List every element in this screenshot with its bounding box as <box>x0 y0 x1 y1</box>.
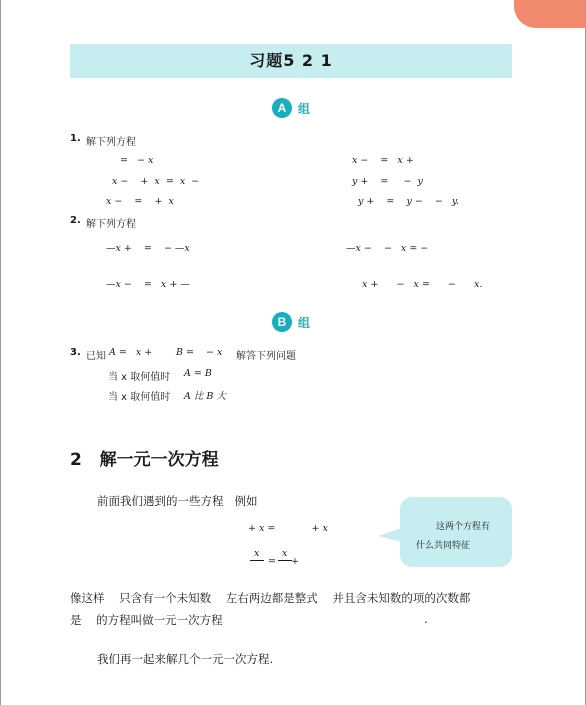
group-a-heading <box>272 98 310 118</box>
q2-number: 2. <box>70 215 81 226</box>
fraction-bar-1 <box>250 560 264 561</box>
page-corner-tab <box>514 0 586 28</box>
group-b-heading <box>272 312 310 332</box>
q1-equation-3: x − + x = x − <box>112 176 200 187</box>
example-equation-2-rest: = + <box>268 556 300 567</box>
group-b-label: 组 <box>298 315 311 330</box>
q3-prompt-given: 已知 <box>86 351 106 362</box>
exercise-banner: 习题5 2 1 <box>70 44 512 78</box>
q3-sub1-expr: A = B <box>184 368 212 379</box>
group-a-badge: A <box>272 98 292 118</box>
group-a-label: 组 <box>298 101 311 116</box>
bubble-text-line-1: 这两个方程有 <box>436 522 491 532</box>
q2-equation-3: —x − = x + — <box>106 279 190 290</box>
q2-equation-2: —x − − x = − <box>346 243 429 254</box>
bubble-tail <box>378 528 402 542</box>
q3-sub2-expr: A 比 B 大 <box>184 391 226 402</box>
q3-expression-b: B = − x <box>176 347 223 358</box>
q1-prompt: 解下列方程 <box>86 137 136 148</box>
group-b-badge: B <box>272 312 292 332</box>
q3-sub1-text: 当 x 取何值时 <box>108 372 171 383</box>
q3-sub2-text: 当 x 取何值时 <box>108 392 171 403</box>
q2-equation-1: —x + = − —x <box>106 243 190 254</box>
q1-number: 1. <box>70 133 81 144</box>
page-left-edge <box>0 0 1 705</box>
q3-expression-a: A = x + <box>109 347 153 358</box>
closing-paragraph: 我们再一起来解几个一元一次方程. <box>97 652 274 666</box>
section-title: 2 解一元一次方程 <box>70 450 219 470</box>
q2-prompt: 解下列方程 <box>86 219 136 230</box>
definition-line-1: 像这样 只含有一个未知数 左右两边都是整式 并且含未知数的项的次数都 <box>70 591 471 605</box>
bubble-text-line-2: 什么共同特征 <box>416 541 471 551</box>
q1-equation-5: x − = + x <box>106 196 174 207</box>
q1-equation-2: x − = x + <box>352 155 414 166</box>
example-equation-2-numerator-2: x <box>282 548 288 559</box>
thinking-bubble <box>400 497 512 567</box>
q1-equation-6: y + = y − − y. <box>358 196 460 207</box>
definition-line-2: 是 的方程叫做一元一次方程 <box>70 613 223 627</box>
example-equation-1: + x = + x <box>248 523 328 534</box>
q1-equation-4: y + = − y <box>352 176 423 187</box>
q2-equation-4: x + − x = − x. <box>362 279 483 290</box>
q1-equation-1: = − x <box>120 155 154 166</box>
example-equation-2-numerator-1: x <box>254 548 260 559</box>
q3-prompt-task: 解答下列问题 <box>236 351 296 362</box>
intro-paragraph: 前面我们遇到的一些方程 例如 <box>97 494 258 508</box>
definition-period: . <box>424 612 428 626</box>
q3-number: 3. <box>70 347 81 358</box>
